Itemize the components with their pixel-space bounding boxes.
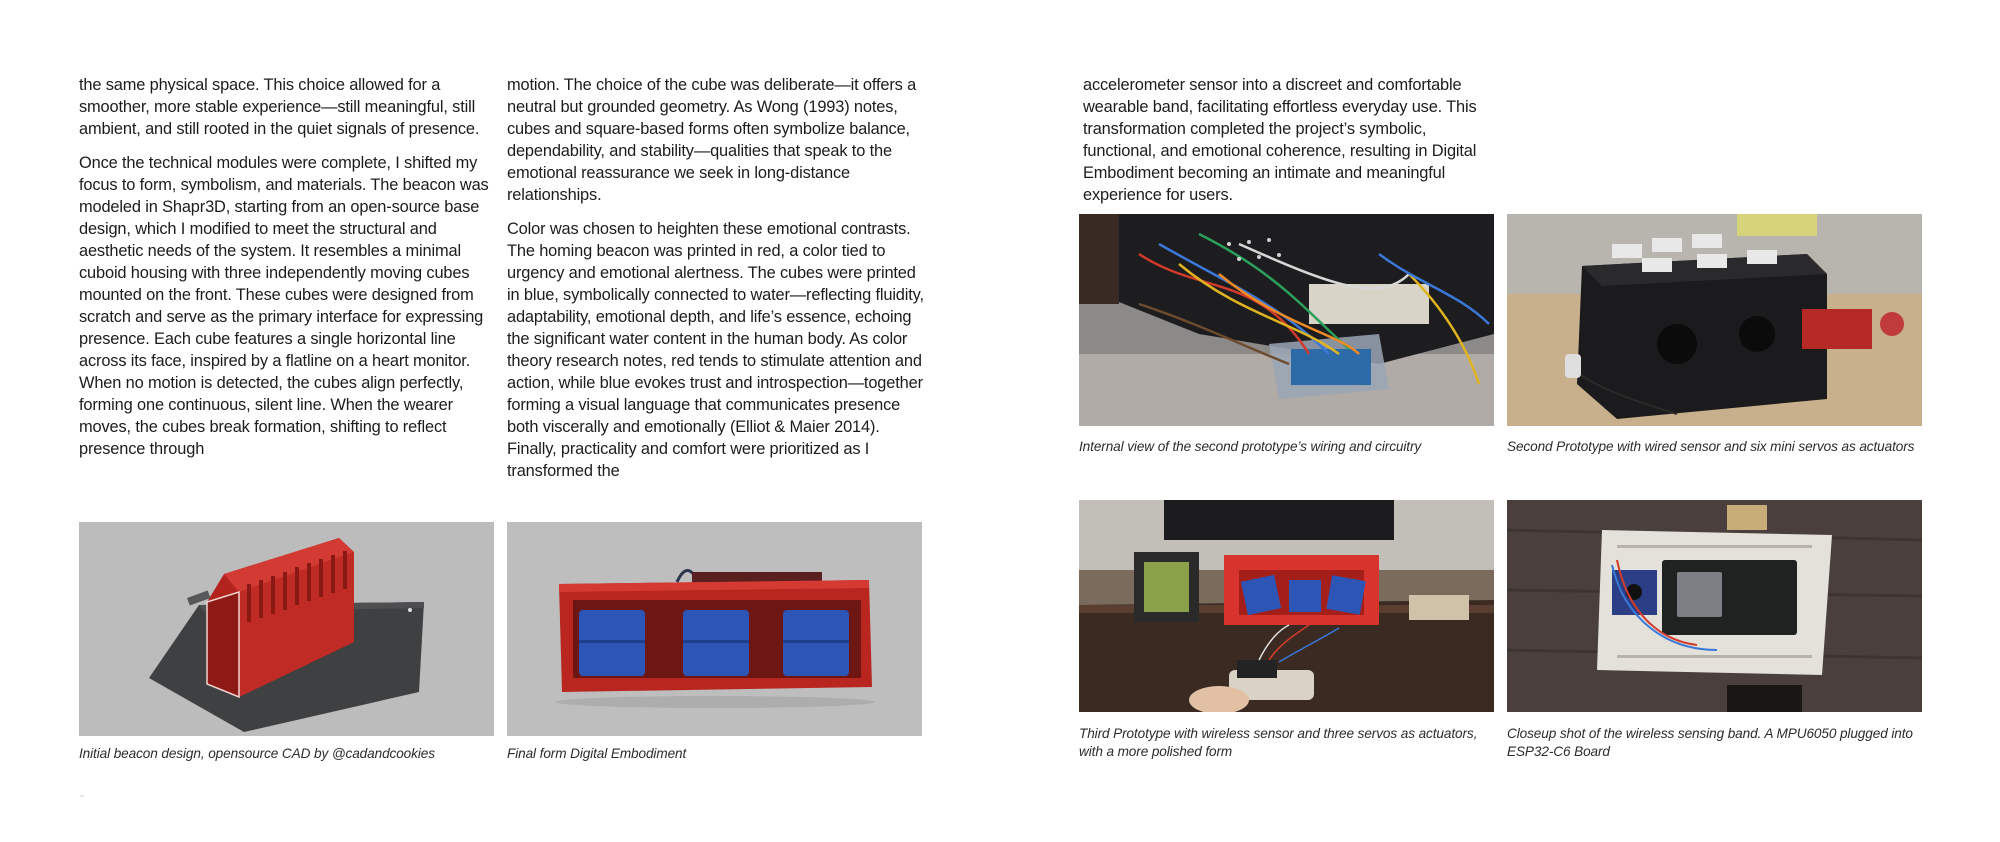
figure-second-prototype-wiring xyxy=(1079,214,1494,426)
paragraph: Color was chosen to heighten these emotional contrasts. The homing beacon was printed in red, a color tied to urgency and emotional alertness. The cubes were printed in blue, symbolically connected to water—reflecting fluidity, adaptability, emotional depth, and life’s essence, echoing the significant water content in the human body. As color theory research notes, red tends to stimulate attention and action, while blue evokes trust and introspection—together forming a visual language that communicates presence both viscerally and emotionally (Elliot & Maier 2014). Finally, practicality and comfort were prioritized as I transformed the xyxy=(507,220,924,480)
figure-third-prototype xyxy=(1079,500,1494,712)
second-prototype-photo xyxy=(1507,214,1922,426)
third-prototype-photo xyxy=(1079,500,1494,712)
figure-caption: Final form Digital Embodiment xyxy=(507,746,687,761)
paragraph: the same physical space. This choice allowed for a smoother, more stable experience—still meaningful, still ambient, and still rooted in the quiet signals of presence. xyxy=(79,76,480,138)
figure-final-form xyxy=(507,522,922,736)
wiring-photo xyxy=(1079,214,1494,426)
figure-wireless-sensing-band xyxy=(1507,500,1922,712)
figure-caption: Internal view of the second prototype’s wiring and circuitry xyxy=(1079,439,1422,454)
figure-second-prototype-servos xyxy=(1507,214,1922,426)
sensing-band-photo xyxy=(1507,500,1922,712)
page-mark xyxy=(80,795,84,797)
paragraph: accelerometer sensor into a discreet and comfortable wearable band, facilitating effortless everyday use. This transformation completed the project’s symbolic, functional, and emotional coherence, resulting in Digital Embodiment becoming an intimate and meaningful experience for users. xyxy=(1083,76,1477,204)
figure-caption: Initial beacon design, opensource CAD by @cadandcookies xyxy=(79,746,435,761)
figure-initial-beacon-cad xyxy=(79,522,494,736)
paragraph: Once the technical modules were complete, I shifted my focus to form, symbolism, and materials. The beacon was modeled in Shapr3D, starting from an open-source base design, which I modified to meet the structural and aesthetic needs of the system. It resembles a minimal cuboid housing with three independently moving cubes mounted on the front. These cubes were designed from scratch and serve as the primary interface for expressing presence. Each cube features a single horizontal line across its face, inspired by a flatline on a heart monitor. When no motion is detected, the cubes align perfectly, forming one continuous, silent line. When the wearer moves, the cubes break formation, shifting to reflect presence through xyxy=(79,154,489,458)
cad-render-image xyxy=(79,522,494,736)
figure-caption: Closeup shot of the wireless sensing band. A MPU6050 plugged into ESP32-C6 Board xyxy=(1507,726,1913,759)
paragraph: motion. The choice of the cube was deliberate—it offers a neutral but grounded geometry. As Wong (1993) notes, cubes and square-based forms often symbolize balance, dependability, and stability—qualities that speak to the emotional reassurance we seek in long-distance relationships. xyxy=(507,76,917,204)
final-form-render-image xyxy=(507,522,922,736)
left-page-column-1 xyxy=(79,74,497,472)
figure-caption: Second Prototype with wired sensor and six mini servos as actuators xyxy=(1507,439,1915,454)
left-page-column-2 xyxy=(507,74,925,494)
right-page-column xyxy=(1083,74,1501,218)
figure-caption: Third Prototype with wireless sensor and three servos as actuators, with a more polished form xyxy=(1079,726,1478,759)
